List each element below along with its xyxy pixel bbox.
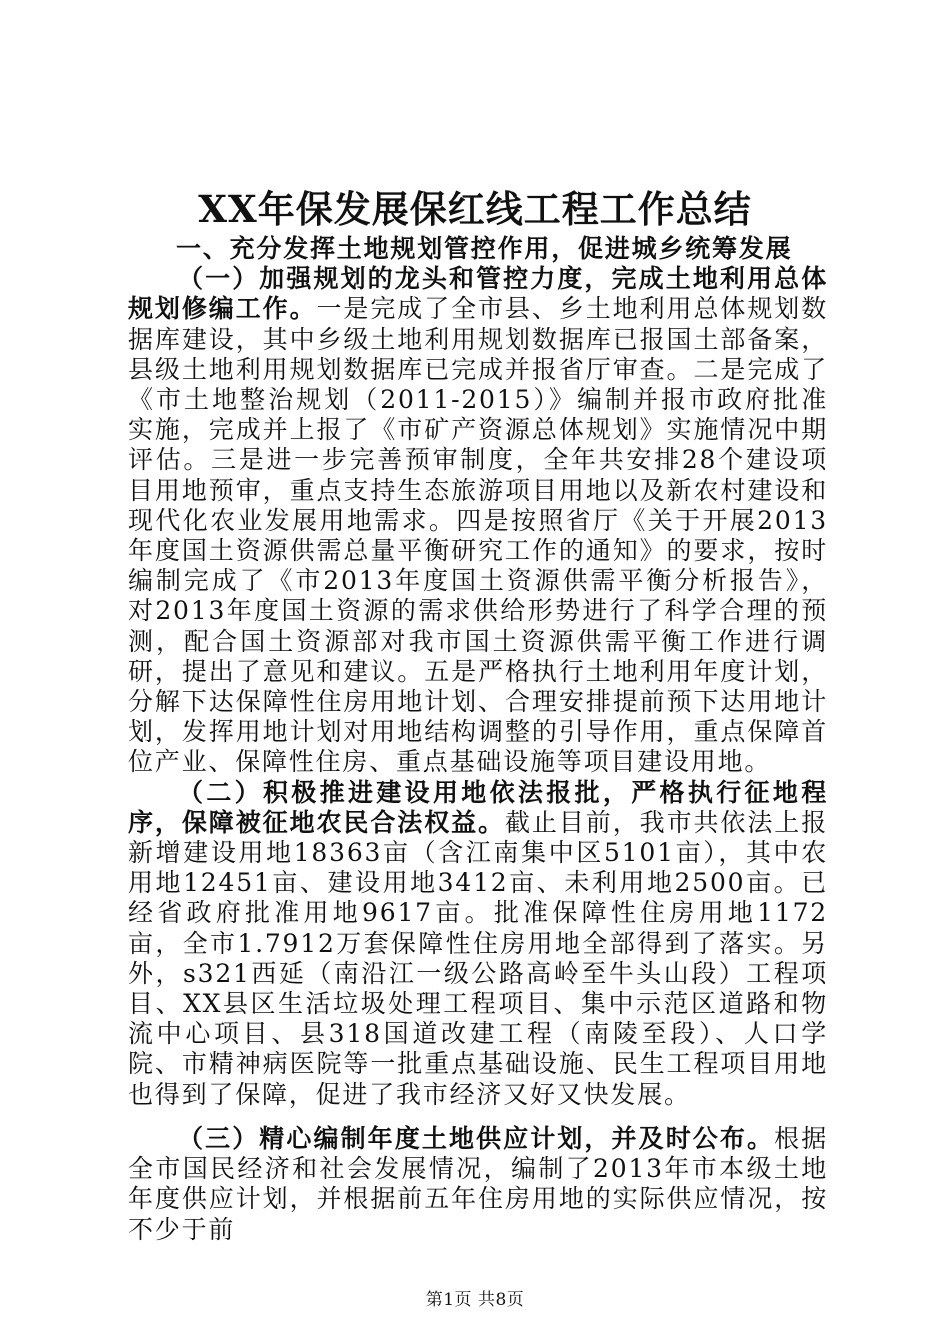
document-title: XX年保发展保红线工程工作总结 [198,187,752,231]
paragraph-3-text: 根据全市国民经济和社会发展情况，编制了2013年市本级土地年度供应计划，并根据前五年住房用地的实际供应情况，按不少于前 [128,1123,828,1244]
paragraph-3 [128,1124,828,1245]
document-body [128,234,828,1245]
paragraph-3-lead: （三）精心编制年度土地供应计划，并及时公布。 [178,1123,775,1153]
paragraph-1-text: 一是完成了全市县、乡土地利用总体规划数据库建设，其中乡级土地利用规划数据库已报国土部备案，县级土地利用规划数据库已完成并报省厅审查。二是完成了《市土地整治规划（2011-2015）》编制并报市政府批准实施，完成并上报了《市矿产资源总体规划》实施情况中期评估。三是进一步完善预审制度，全年共安排28个建设项目用地预审，重点支持生态旅游项目用地以及新农村建设和现代化农业发展用地需求。四是按照省厅《关于开展2013年度国土资源供需总量平衡研究工作的通知》的要求，按时编制完成了《市2013年度国土资源供需平衡分析报告》，对2013年度国土资源的需求供给形势进行了科学合理的预测，配合国土资源部对我市国土资源供需平衡工作进行调研，提出了意见和建议。五是严格执行土地利用年度计划，分解下达保障性住房用地计划、合理安排提前预下达用地计划，发挥用地计划对用地结构调整的引导作用，重点保障首位产业、保障性住房、重点基础设施等项目建设用地。 [128,294,828,777]
section-heading: 一、充分发挥土地规划管控作用，促进城乡统筹发展 [176,234,793,263]
paragraph-2-lead: （二）积极推进建设用地依法报批，严格执行征地程序，保障被征地农民合法权益。 [128,777,828,837]
paragraph-2 [128,778,828,1110]
paragraph-1 [128,264,828,777]
paragraph-1-lead: （一）加强规划的龙头和管控力度，完成土地利用总体规划修编工作。 [128,264,828,324]
page-footer: 第1页 共8页 [425,1290,525,1310]
paragraph-2-text: 截止目前，我市共依法上报新增建设用地18363亩（含江南集中区5101亩），其中农用地12451亩、建设用地3412亩、未利用地2500亩。已经省政府批准用地9617亩。批准保障性住房用地1172亩，全市1.7912万套保障性住房用地全部得到了落实。另外，s321西延（南沿江一级公路高岭至牛头山段）工程项目、XX县区生活垃圾处理工程项目、集中示范区道路和物流中心项目、县318国道改建工程（南陵至段）、人口学院、市精神病医院等一批重点基础设施、民生工程项目用地也得到了保障，促进了我市经济又好又快发展。 [128,807,829,1109]
